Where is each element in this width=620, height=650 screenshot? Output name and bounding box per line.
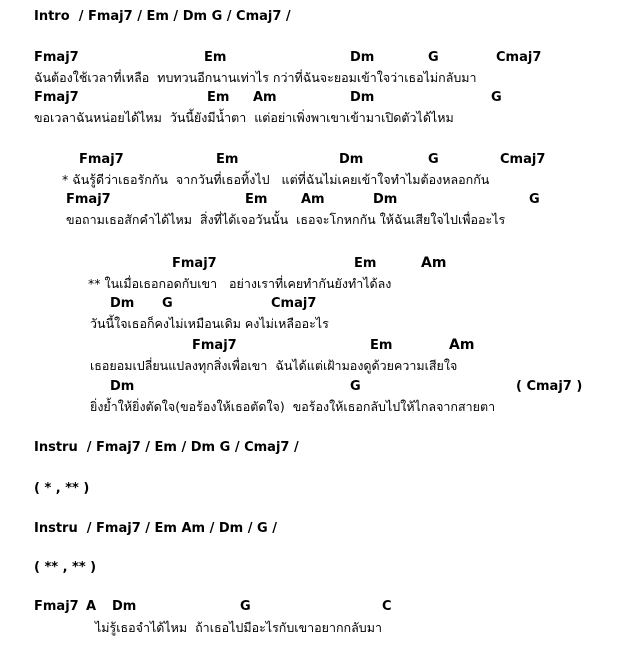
verse1-chord-cmaj7: Cmaj7 (496, 50, 542, 65)
verse1-chord-fmaj7: Fmaj7 (34, 50, 79, 65)
chorus-chord-cmaj7-optional: ( Cmaj7 ) (516, 379, 583, 394)
chorus-chord-dm: Dm (110, 296, 135, 311)
verse2-lyric-1: * ฉันรู้ดีว่าเธอรักกัน จากวันที่เธอทิ้งไป แต่ที่ฉันไม่เคยเข้าใจทำไมต้องหลอกกัน (62, 172, 490, 187)
instru-line-2: Instru / Fmaj7 / Em Am / Dm / G / (34, 521, 277, 536)
verse1-lyric-2: ขอเวลาฉันหน่อยได้ไหม วันนี้ยังมีน้ำตา แต่อย่าเพิ่งพาเขาเข้ามาเปิดตัวได้ไหม (34, 110, 454, 125)
verse2-lyric-2: ขอถามเธอสักคำได้ไหม สิ่งที่ได้เจอวันนั้น เธอจะโกหกกัน ให้ฉันเสียใจไปเพื่ออะไร (66, 212, 506, 227)
verse2-chord-dm-2: Dm (373, 192, 398, 207)
outro-chord-a: A (86, 599, 97, 614)
intro-line: Intro / Fmaj7 / Em / Dm G / Cmaj7 / (34, 9, 291, 24)
chorus-chord-g-2: G (350, 379, 361, 394)
repeat-line-2: ( ** , ** ) (34, 560, 97, 575)
chorus-chord-fmaj7-2: Fmaj7 (192, 338, 237, 353)
chorus-chord-dm-2: Dm (110, 379, 135, 394)
verse2-chord-fmaj7: Fmaj7 (79, 152, 124, 167)
verse1-chord-fmaj7-2: Fmaj7 (34, 90, 79, 105)
verse2-chord-g: G (428, 152, 439, 167)
verse1-chord-dm-2: Dm (350, 90, 375, 105)
outro-chord-dm: Dm (112, 599, 137, 614)
repeat-line-1: ( * , ** ) (34, 481, 90, 496)
chorus-chord-em-2: Em (370, 338, 393, 353)
chorus-lyric-1: ** ในเมื่อเธอกอดกับเขา อย่างเราที่เคยทำกันยังทำได้ลง (88, 276, 392, 291)
chorus-lyric-4: ยิ่งย้ำให้ยิ่งตัดใจ(ขอร้องให้เธอตัดใจ) ขอร้องให้เธอกลับไปให้ไกลจากสายตา (90, 399, 496, 414)
verse2-chord-cmaj7: Cmaj7 (500, 152, 546, 167)
chorus-chord-am-2: Am (449, 337, 475, 353)
verse1-chord-am-2: Am (253, 90, 277, 105)
chorus-lyric-2: วันนี้ใจเธอก็คงไม่เหมือนเดิม คงไม่เหลืออะไร (90, 316, 329, 331)
chorus-chord-g: G (162, 296, 173, 311)
verse2-chord-am-2: Am (301, 192, 325, 207)
verse1-lyric-1: ฉันต้องใช้เวลาที่เหลือ ทบทวนอีกนานเท่าไร กว่าที่ฉันจะยอมเข้าใจว่าเธอไม่กลับมา (34, 70, 477, 85)
verse1-chord-em: Em (204, 50, 227, 65)
outro-lyric: ไม่รู้เธอจำได้ไหม ถ้าเธอไปมีอะไรกับเขาอยากกลับมา (95, 620, 382, 635)
verse2-chord-g-2: G (529, 192, 540, 207)
verse2-chord-em: Em (216, 152, 239, 167)
instru-line-1: Instru / Fmaj7 / Em / Dm G / Cmaj7 / (34, 440, 299, 455)
chorus-chord-am: Am (421, 255, 447, 271)
verse1-chord-g: G (428, 50, 439, 65)
outro-chord-c: C (382, 599, 392, 614)
outro-chord-fmaj7: Fmaj7 (34, 599, 79, 614)
verse1-chord-dm: Dm (350, 50, 375, 65)
verse2-chord-dm: Dm (339, 152, 364, 167)
chorus-lyric-3: เธอยอมเปลี่ยนแปลงทุกสิ่งเพื่อเขา ฉันได้แต่เฝ้ามองดูด้วยความเสียใจ (90, 358, 458, 373)
chorus-chord-cmaj7: Cmaj7 (271, 296, 317, 311)
chorus-chord-em: Em (354, 256, 377, 271)
verse2-chord-fmaj7-2: Fmaj7 (66, 192, 111, 207)
verse1-chord-g-2: G (491, 90, 502, 105)
verse1-chord-em-2: Em (207, 90, 230, 105)
outro-chord-g: G (240, 599, 251, 614)
verse2-chord-em-2: Em (245, 192, 268, 207)
chorus-chord-fmaj7: Fmaj7 (172, 256, 217, 271)
